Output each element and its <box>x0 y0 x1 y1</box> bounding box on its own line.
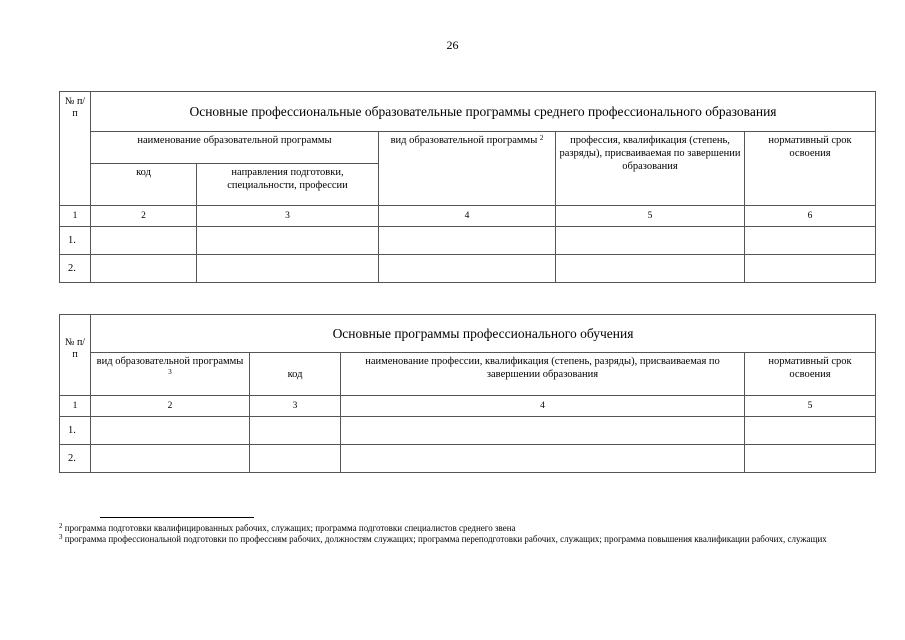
row-number: 1. <box>60 227 91 255</box>
code-header: код <box>250 353 341 396</box>
table-cell[interactable] <box>745 417 876 445</box>
table-cell[interactable] <box>556 255 745 283</box>
num-header: № п/п <box>60 315 91 396</box>
column-number: 2 <box>91 206 197 227</box>
table-cell[interactable] <box>379 255 556 283</box>
row-number: 2. <box>60 255 91 283</box>
num-header: № п/п <box>60 92 91 206</box>
footnotes <box>59 523 849 545</box>
table-title: Основные профессиональные образовательные программы среднего профессионального образования <box>91 92 876 132</box>
code-header: код <box>91 164 197 206</box>
table-cell[interactable] <box>250 417 341 445</box>
column-number: 1 <box>60 396 91 417</box>
table-row <box>60 227 876 255</box>
column-number: 3 <box>250 396 341 417</box>
column-number: 6 <box>745 206 876 227</box>
table-cell[interactable] <box>91 445 250 473</box>
table-cell[interactable] <box>91 417 250 445</box>
column-number: 4 <box>341 396 745 417</box>
row-number: 1. <box>60 417 91 445</box>
row-number: 2. <box>60 445 91 473</box>
direction-header: направления подготовки, специальности, профессии <box>197 164 379 206</box>
table-cell[interactable] <box>197 227 379 255</box>
page-number: 26 <box>446 38 459 52</box>
table-cell[interactable] <box>341 445 745 473</box>
profession-header: наименование профессии, квалификация (степень, разряды), присваиваемая по завершении образования <box>341 353 745 396</box>
profession-header: профессия, квалификация (степень, разряды), присваиваемая по завершении образования <box>556 132 745 206</box>
column-number: 4 <box>379 206 556 227</box>
spo-programs-table <box>59 91 876 283</box>
table-row <box>60 255 876 283</box>
table-cell[interactable] <box>556 227 745 255</box>
table-cell[interactable] <box>341 417 745 445</box>
column-number: 5 <box>745 396 876 417</box>
table-row <box>60 445 876 473</box>
table-cell[interactable] <box>745 255 876 283</box>
column-number: 5 <box>556 206 745 227</box>
column-number: 1 <box>60 206 91 227</box>
footnote-separator <box>100 517 254 518</box>
table-cell[interactable] <box>91 227 197 255</box>
program-type-header: вид образовательной программы $^2$ <box>379 132 556 206</box>
table-cell[interactable] <box>197 255 379 283</box>
column-number: 2 <box>91 396 250 417</box>
table-cell[interactable] <box>91 255 197 283</box>
term-header: нормативный срок освоения <box>745 353 876 396</box>
program-type-header: вид образовательной программы $^3$ <box>91 353 250 396</box>
table-row <box>60 417 876 445</box>
table-cell[interactable] <box>379 227 556 255</box>
column-number: 3 <box>197 206 379 227</box>
footnote: $^2$ программа подготовки квалифицированных рабочих, служащих; программа подготовки специалистов среднего звена <box>59 522 516 533</box>
vocational-training-table <box>59 314 876 473</box>
table-title: Основные программы профессионального обучения <box>91 315 876 353</box>
table-cell[interactable] <box>745 445 876 473</box>
program-name-group-header: наименование образовательной программы <box>91 132 379 164</box>
table-cell[interactable] <box>250 445 341 473</box>
footnote: $^3$ программа профессиональной подготовки по профессиям рабочих, должностям служащих; программа переподготовки рабочих, служащих; программа повышения квалификации рабочих, служащих <box>59 533 827 544</box>
table-cell[interactable] <box>745 227 876 255</box>
term-header: нормативный срок освоения <box>745 132 876 206</box>
